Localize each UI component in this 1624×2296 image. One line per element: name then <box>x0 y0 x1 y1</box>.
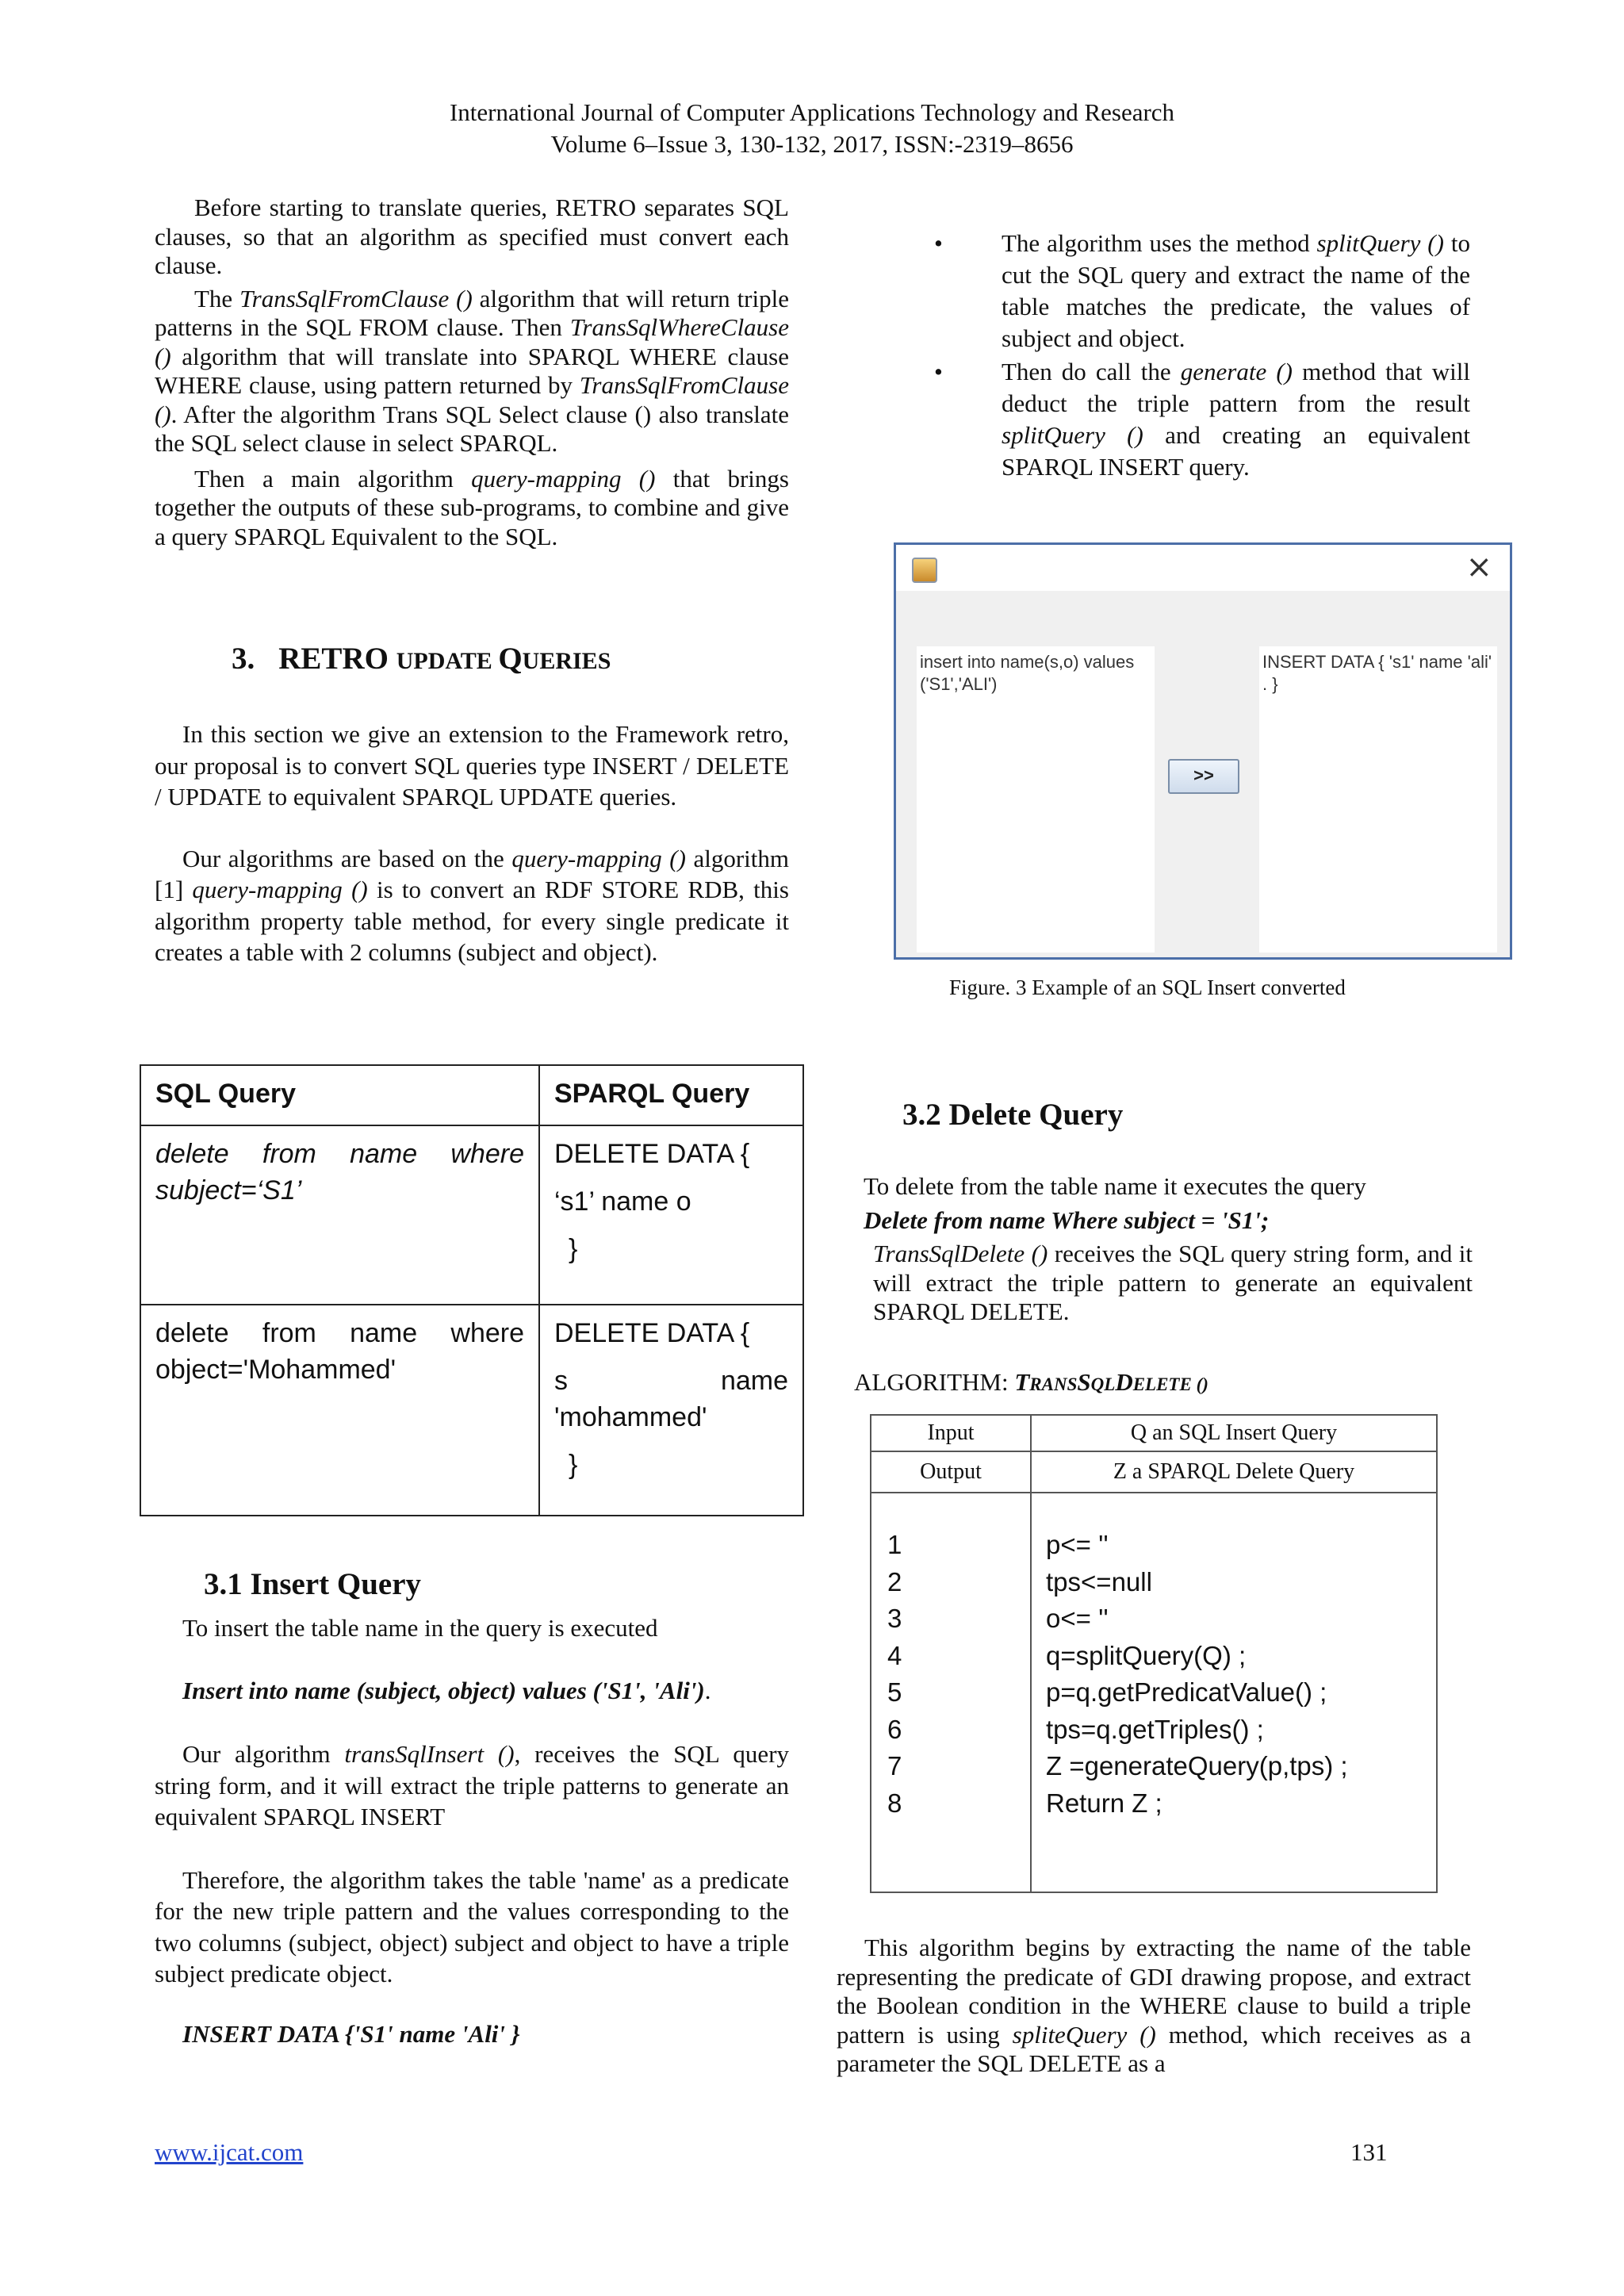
bullet-list <box>879 228 1470 485</box>
left-column <box>155 194 789 551</box>
window-titlebar <box>896 545 1510 591</box>
paragraph-trans-from: The TransSqlFromClause () algorithm that will return triple patterns in the SQL FROM clause. Then TransSqlWhereClause () algorithm that will translate into SPARQL WHERE clause WHERE clause, using pattern returned by TransSqlFromClause (). After the algorithm Trans SQL Select clause () also translate the SQL select clause in select SPARQL. <box>155 284 789 457</box>
table-row <box>871 1415 1437 1451</box>
line-numbers: 1 2 3 4 5 6 7 8 <box>871 1493 1031 1892</box>
list-item: • Then do call the generate () method that will deduct the triple pattern from the result splitQuery () and creating an equivalent SPARQL INSERT query. <box>934 358 1470 481</box>
paragraph-delete-intro: To delete from the table name it executes the query <box>864 1172 1366 1200</box>
footer-url-link[interactable]: www.ijcat.com <box>155 2138 304 2166</box>
left-column-mid <box>155 719 789 968</box>
paragraph-insert-intro: To insert the table name in the query is executed <box>182 1614 658 1642</box>
cell-sparql-1: DELETE DATA { ‘s1’ name o } <box>539 1125 803 1305</box>
app-window-figure <box>894 542 1512 960</box>
subsection-3-2-heading: 3.2 Delete Query <box>902 1098 1124 1132</box>
cell-sql-1: delete from name where subject=‘S1’ <box>140 1125 539 1305</box>
java-app-icon <box>912 558 937 583</box>
input-label: Input <box>871 1415 1031 1451</box>
algorithm-title: ALGORITHM: TRANSSQLDELETE () <box>854 1368 1208 1396</box>
convert-button[interactable]: >> <box>1168 759 1239 794</box>
paragraph-algorithm-desc-block <box>837 1934 1471 2079</box>
sparql-output-textarea[interactable]: INSERT DATA { 's1' name 'ali' . } <box>1259 646 1497 953</box>
input-value: Q an SQL Insert Query <box>1031 1415 1437 1451</box>
paragraph-trans-delete: TransSqlDelete () receives the SQL query string form, and it will extract the triple pattern to generate an equivalent SPARQL DELETE. <box>873 1240 1473 1325</box>
paragraph-query-mapping: Then a main algorithm query-mapping () that brings together the outputs of these sub-programs, to combine and give a query SPARQL Equivalent to the SQL. <box>155 464 789 550</box>
journal-volume: Volume 6–Issue 3, 130-132, 2017, ISSN:-2319–8656 <box>550 130 1074 158</box>
output-value: Z a SPARQL Delete Query <box>1031 1451 1437 1493</box>
page-number: 131 <box>1350 2138 1388 2166</box>
sql-input-textarea[interactable]: insert into name(s,o) values ('S1','ALI') <box>917 646 1155 953</box>
table-row <box>871 1451 1437 1493</box>
paragraph-therefore: Therefore, the algorithm takes the table 'name' as a predicate for the new triple pattern and the values corresponding to the two columns (subject, object) subject and object to have a triple subject predicate object. <box>155 1865 789 1987</box>
delete-intro-block <box>864 1172 1473 1327</box>
cell-sparql-2: DELETE DATA { s name 'mohammed' } <box>539 1305 803 1516</box>
query-table <box>140 1064 804 1516</box>
journal-title: International Journal of Computer Applications Technology and Research <box>449 98 1175 126</box>
table-row <box>140 1065 803 1125</box>
header-sparql-query: SPARQL Query <box>539 1065 803 1125</box>
table-row <box>140 1305 803 1516</box>
figure-caption: Figure. 3 Example of an SQL Insert converted <box>949 976 1346 999</box>
output-label: Output <box>871 1451 1031 1493</box>
paragraph-intro: Before starting to translate queries, RETRO separates SQL clauses, so that an algorithm as specified must convert each clause. <box>155 194 789 279</box>
paragraph-insert-query: Insert into name (subject, object) values ('S1', 'Ali'). <box>182 1676 711 1704</box>
algorithm-code: p<= '' tps<=null o<= '' q=splitQuery(Q) ; p=q.getPredicatValue() ; tps=q.getTriples() ; Z =generateQuery(p,tps) ; Return Z ; <box>1031 1493 1437 1892</box>
section-3-heading: 3. RETRO UPDATE QUERIES <box>232 642 611 676</box>
left-column-bottom <box>155 1614 789 2049</box>
close-icon[interactable]: × <box>1465 549 1492 585</box>
subsection-3-1-heading: 3.1 Insert Query <box>204 1567 422 1601</box>
algorithm-table <box>870 1414 1438 1893</box>
paragraph-delete-query: Delete from name Where subject = 'S1'; <box>864 1205 1270 1234</box>
paragraph-algorithms: Our algorithms are based on the query-mapping () algorithm [1] query-mapping () is to convert an RDF STORE RDB, this algorithm property table method, for every single predicate it creates a table with 2 columns (subject and object). <box>155 844 789 966</box>
paragraph-algorithm-desc: This algorithm begins by extracting the name of the table representing the predicate of GDI drawing propose, and extract the Boolean condition in the WHERE clause to build a triple pattern is using spliteQuery () method, which receives as a parameter the SQL DELETE as a <box>837 1934 1471 2077</box>
header-sql-query: SQL Query <box>140 1065 539 1125</box>
cell-sql-2: delete from name where object='Mohammed' <box>140 1305 539 1516</box>
table-row <box>871 1493 1437 1892</box>
paragraph-insert-data: INSERT DATA {'S1' name 'Ali' } <box>182 2019 520 2048</box>
table-row <box>140 1125 803 1305</box>
paragraph-extension: In this section we give an extension to the Framework retro, our proposal is to convert SQL queries type INSERT / DELETE / UPDATE to equivalent SPARQL UPDATE queries. <box>155 720 789 811</box>
list-item: • The algorithm uses the method splitQuery () to cut the SQL query and extract the name of the table matches the predicate, the values of subject and object. <box>934 229 1470 352</box>
paragraph-trans-insert: Our algorithm transSqlInsert (), receives the SQL query string form, and it will extract the triple patterns to generate an equivalent SPARQL INSERT <box>155 1740 790 1830</box>
